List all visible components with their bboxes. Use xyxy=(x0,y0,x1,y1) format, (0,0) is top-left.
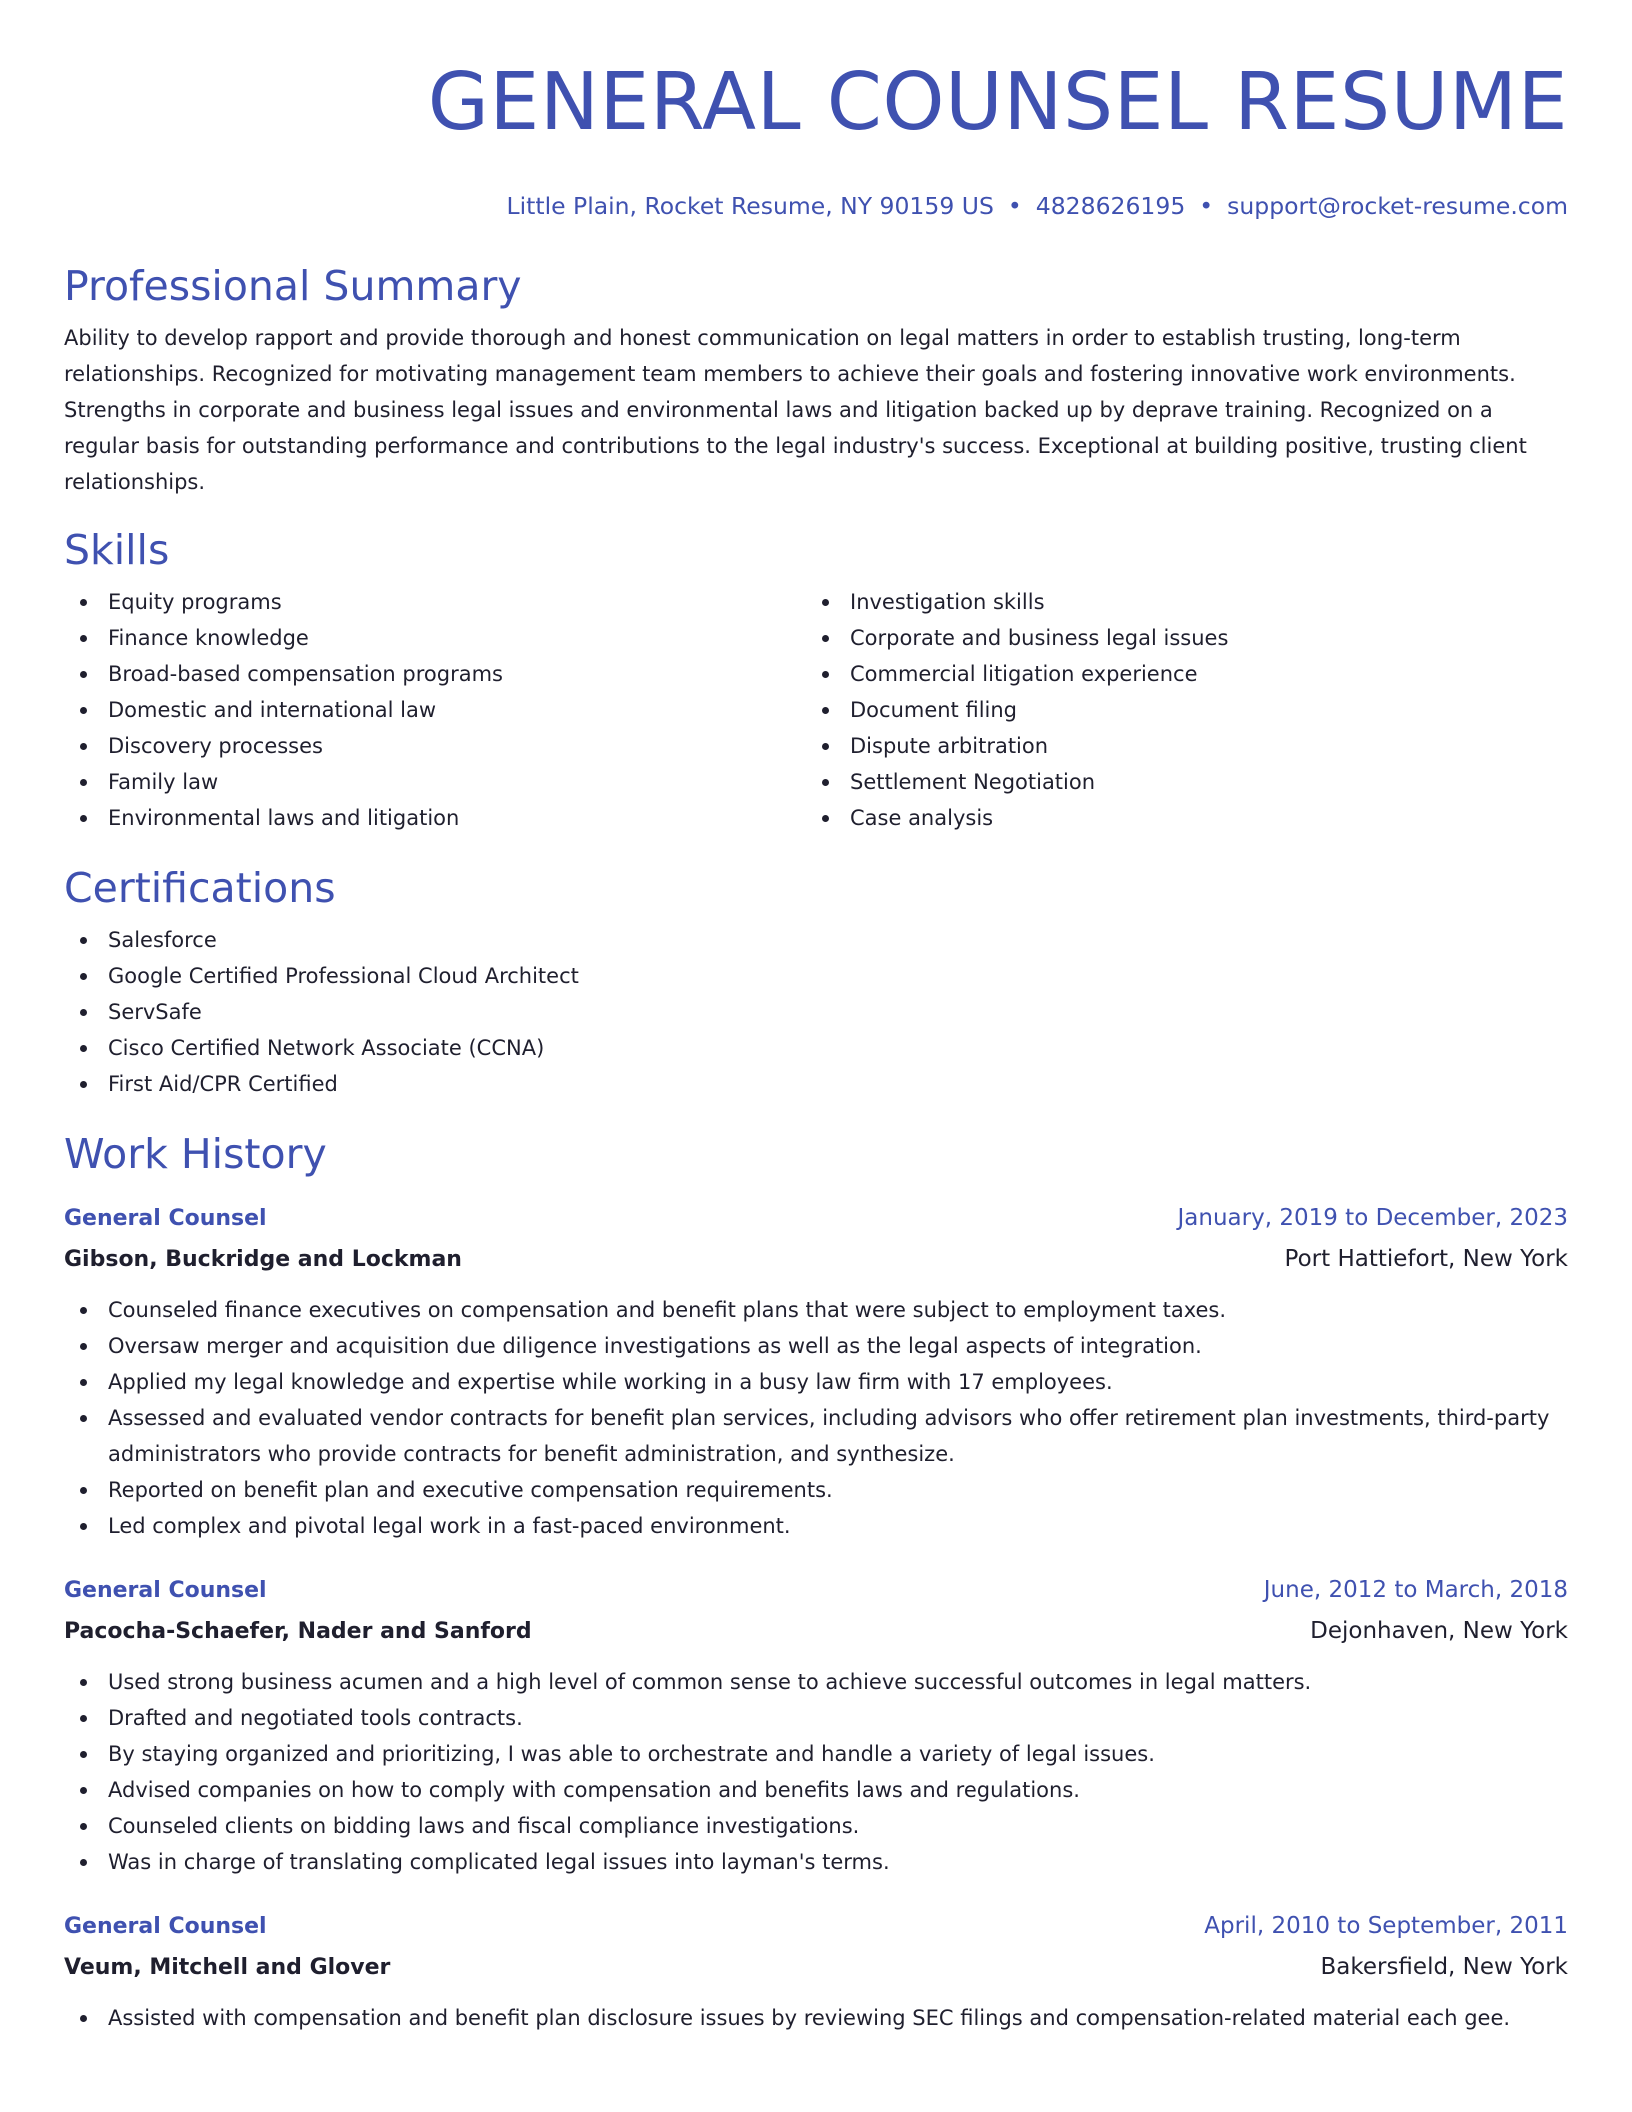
skill-item: Investigation skills xyxy=(806,584,1548,620)
job-company-row xyxy=(64,1947,1568,1988)
job-company-row xyxy=(64,1239,1568,1280)
certifications-list xyxy=(64,922,1568,1102)
skills-heading: Skills xyxy=(64,526,170,574)
contact-separator: • xyxy=(1199,192,1214,220)
skill-item: Dispute arbitration xyxy=(806,728,1548,764)
job-location: Port Hattiefort, New York xyxy=(1284,1246,1568,1272)
skill-item: Equity programs xyxy=(64,584,806,620)
contact-line xyxy=(64,190,1568,222)
summary-text: Ability to develop rapport and provide thorough and honest communication on legal matters in order to establish trusting, long-term relationships. Recognized for motivating management team members to achieve their goals and fostering innovative work environments. Strengths in corporate and business legal issues and environmental laws and litigation backed up by deprave training. Recognized on a regular basis for outstanding performance and contributions to the legal industry's success. Exceptional at building positive, trusting client relationships. xyxy=(64,326,1527,494)
job-entry xyxy=(64,1198,1568,1544)
job-company: Veum, Mitchell and Glover xyxy=(64,1955,391,1980)
skills-list-left xyxy=(64,584,806,836)
certification-item: Cisco Certified Network Associate (CCNA) xyxy=(64,1030,1568,1066)
skill-item: Family law xyxy=(64,764,806,800)
job-duty-item: Reported on benefit plan and executive compensation requirements. xyxy=(64,1472,1568,1508)
job-duties-list xyxy=(64,1664,1568,1880)
skill-item: Finance knowledge xyxy=(64,620,806,656)
resume-header xyxy=(64,52,1568,222)
job-duty-item: Was in charge of translating complicated legal issues into layman's terms. xyxy=(64,1844,1568,1880)
skills-column-right xyxy=(806,584,1548,836)
job-duty-item: Assessed and evaluated vendor contracts for benefit plan services, including advisors who offer retirement plan investments, third-party administrators who provide contracts for benefit administration, and synthesize. xyxy=(64,1400,1568,1472)
job-duty-item: Used strong business acumen and a high level of common sense to achieve successful outcomes in legal matters. xyxy=(64,1664,1568,1700)
skills-list-right xyxy=(806,584,1548,836)
skills-column-left xyxy=(64,584,806,836)
job-duty-item: Counseled finance executives on compensation and benefit plans that were subject to employment taxes. xyxy=(64,1292,1568,1328)
work-history-heading: Work History xyxy=(64,1130,327,1178)
job-duties-list xyxy=(64,1292,1568,1544)
job-duty-item: Led complex and pivotal legal work in a fast-paced environment. xyxy=(64,1508,1568,1544)
certification-item: Google Certified Professional Cloud Architect xyxy=(64,958,1568,994)
skill-item: Broad-based compensation programs xyxy=(64,656,806,692)
job-title: General Counsel xyxy=(64,1914,267,1939)
job-duty-item: By staying organized and prioritizing, I was able to orchestrate and handle a variety of legal issues. xyxy=(64,1736,1568,1772)
skill-item: Settlement Negotiation xyxy=(806,764,1548,800)
job-title: General Counsel xyxy=(64,1578,267,1603)
contact-separator: • xyxy=(1007,192,1022,220)
contact-email[interactable]: support@rocket-resume.com xyxy=(1227,192,1568,220)
contact-phone: 4828626195 xyxy=(1035,192,1186,220)
job-duty-item: Drafted and negotiated tools contracts. xyxy=(64,1700,1568,1736)
skill-item: Domestic and international law xyxy=(64,692,806,728)
job-company: Gibson, Buckridge and Lockman xyxy=(64,1247,462,1272)
skill-item: Case analysis xyxy=(806,800,1548,836)
job-dates: June, 2012 to March, 2018 xyxy=(1263,1577,1568,1603)
certification-item: ServSafe xyxy=(64,994,1568,1030)
skill-item: Environmental laws and litigation xyxy=(64,800,806,836)
job-duty-item: Advised companies on how to comply with compensation and benefits laws and regulations. xyxy=(64,1772,1568,1808)
resume-title: GENERAL COUNSEL RESUME xyxy=(427,56,1568,148)
contact-address: Little Plain, Rocket Resume, NY 90159 US xyxy=(506,192,994,220)
job-title-row xyxy=(64,1906,1568,1947)
certification-item: First Aid/CPR Certified xyxy=(64,1066,1568,1102)
skill-item: Document filing xyxy=(806,692,1548,728)
job-duty-item: Oversaw merger and acquisition due diligence investigations as well as the legal aspects of integration. xyxy=(64,1328,1568,1364)
job-dates: April, 2010 to September, 2011 xyxy=(1204,1913,1568,1939)
skill-item: Corporate and business legal issues xyxy=(806,620,1548,656)
job-duty-item: Counseled clients on bidding laws and fiscal compliance investigations. xyxy=(64,1808,1568,1844)
job-duties-list xyxy=(64,2000,1568,2036)
job-entry xyxy=(64,1570,1568,1880)
skill-item: Commercial litigation experience xyxy=(806,656,1548,692)
job-title: General Counsel xyxy=(64,1206,267,1231)
job-entry xyxy=(64,1906,1568,2036)
skill-item: Discovery processes xyxy=(64,728,806,764)
job-company-row xyxy=(64,1611,1568,1652)
certifications-heading: Certifications xyxy=(64,864,336,912)
summary-heading: Professional Summary xyxy=(64,262,522,310)
job-company: Pacocha-Schaefer, Nader and Sanford xyxy=(64,1619,532,1644)
job-duty-item: Assisted with compensation and benefit plan disclosure issues by reviewing SEC filings and compensation-related material each gee. xyxy=(64,2000,1568,2036)
job-dates: January, 2019 to December, 2023 xyxy=(1177,1205,1568,1231)
job-title-row xyxy=(64,1198,1568,1239)
resume-page xyxy=(64,52,1568,2112)
job-duty-item: Applied my legal knowledge and expertise while working in a busy law firm with 17 employees. xyxy=(64,1364,1568,1400)
skills-grid xyxy=(64,584,1568,836)
job-location: Dejonhaven, New York xyxy=(1310,1618,1568,1644)
certification-item: Salesforce xyxy=(64,922,1568,958)
job-title-row xyxy=(64,1570,1568,1611)
job-location: Bakersfield, New York xyxy=(1320,1954,1568,1980)
